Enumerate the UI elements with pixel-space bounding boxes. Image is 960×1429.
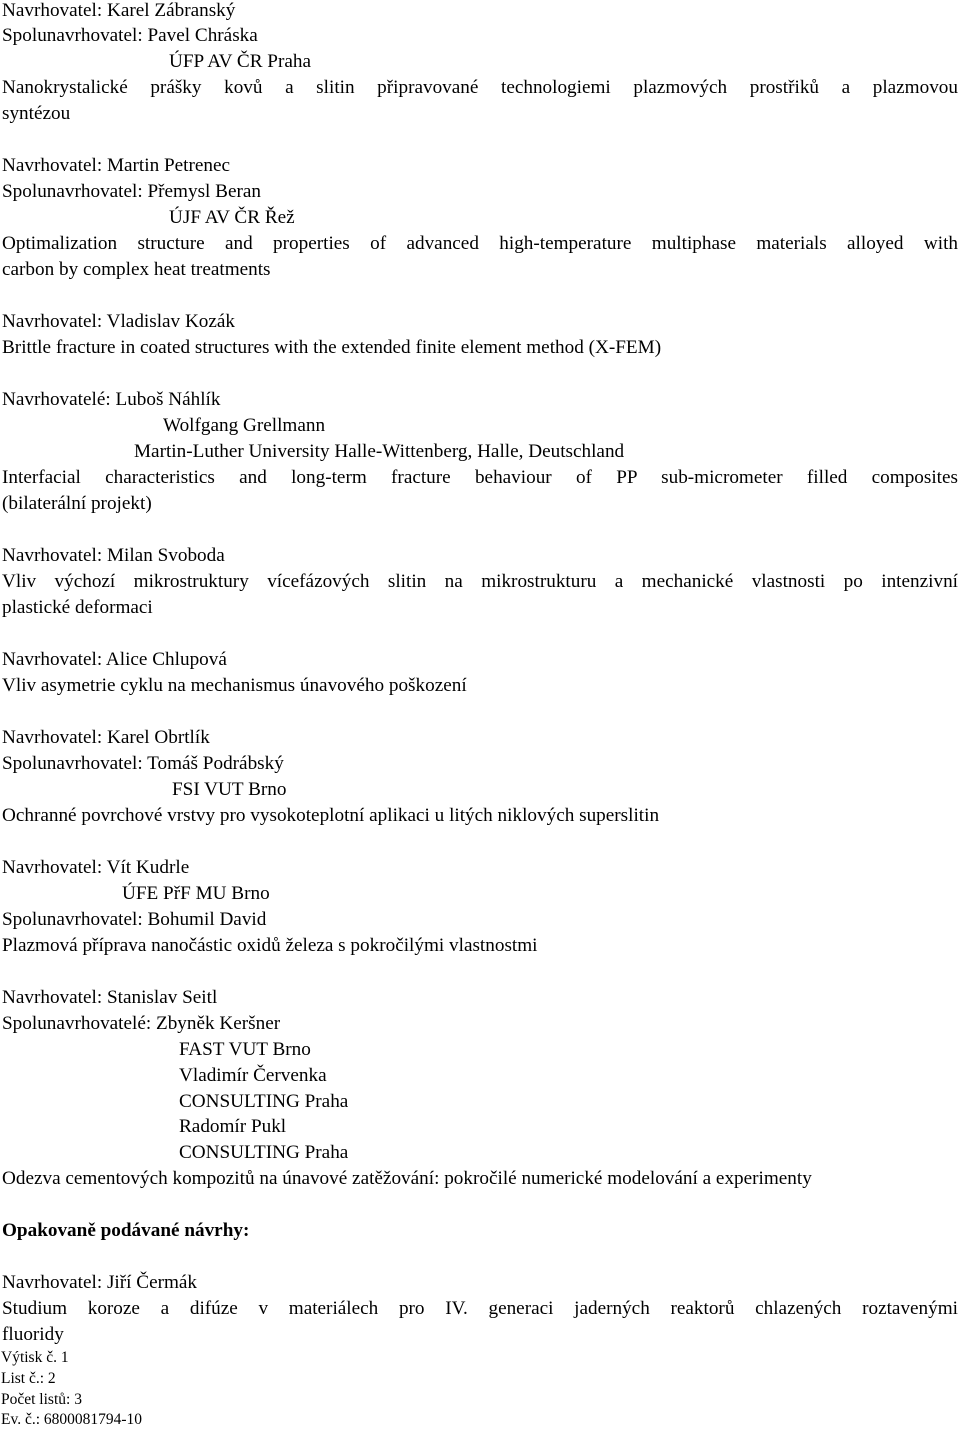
project-title-line: fluoridy xyxy=(2,1324,64,1345)
institution-line: CONSULTING Praha xyxy=(179,1142,349,1163)
project-title-line: Ochranné povrchové vrstvy pro vysokoteplotní aplikaci u litých niklových superslitin xyxy=(2,805,660,826)
project-title-line: syntézou xyxy=(2,103,71,124)
institution-line: Martin-Luther University Halle-Wittenberg, Halle, Deutschland xyxy=(134,441,625,462)
co-proposer-line: Spolunavrhovatelé: Zbyněk Keršner xyxy=(2,1013,281,1034)
project-title-line: plastické deformaci xyxy=(2,597,153,618)
section-heading: Opakovaně podávané návrhy: xyxy=(2,1220,250,1241)
project-title-line: Nanokrystalické prášky kovů a slitin připravované technologiemi plazmových prostřiků a plazmovou xyxy=(2,77,958,98)
project-title-line: Vliv asymetrie cyklu na mechanismus únavového poškození xyxy=(2,675,467,696)
project-title-line: Vliv výchozí mikrostruktury vícefázových slitin na mikrostrukturu a mechanické vlastnosti po intenzivní xyxy=(2,571,958,592)
proposer-line: Navrhovatel: Vladislav Kozák xyxy=(2,311,236,332)
project-title-line: (bilaterální projekt) xyxy=(2,493,152,514)
co-proposer-line: Wolfgang Grellmann xyxy=(163,415,326,436)
proposer-line: Navrhovatel: Martin Petrenec xyxy=(2,155,231,176)
footer-record-number: Ev. č.: 6800081794-10 xyxy=(1,1411,143,1428)
co-proposer-line: Spolunavrhovatel: Tomáš Podrábský xyxy=(2,753,284,774)
project-title-line: carbon by complex heat treatments xyxy=(2,259,271,280)
proposer-line: Navrhovatel: Jiří Čermák xyxy=(2,1272,198,1293)
project-title-line: Optimalization structure and properties of advanced high-temperature multiphase materials alloyed with xyxy=(2,233,958,254)
proposer-line: Navrhovatelé: Luboš Náhlík xyxy=(2,389,221,410)
project-title-line: Odezva cementových kompozitů na únavové zatěžování: pokročilé numerické modelování a experimenty xyxy=(2,1168,812,1189)
co-proposer-line: Spolunavrhovatel: Pavel Chráska xyxy=(2,25,258,46)
co-proposer-line: Spolunavrhovatel: Přemysl Beran xyxy=(2,181,261,202)
project-title-line: Brittle fracture in coated structures with the extended finite element method (X-FEM) xyxy=(2,337,662,358)
footer-copy-number: Výtisk č. 1 xyxy=(1,1349,69,1366)
co-proposer-line: Radomír Pukl xyxy=(179,1116,287,1137)
project-title-line: Plazmová příprava nanočástic oxidů železa s pokročilými vlastnostmi xyxy=(2,935,538,956)
project-title-line: Studium koroze a difúze v materiálech pro IV. generaci jaderných reaktorů chlazených roztavenými xyxy=(2,1298,958,1319)
institution-line: FAST VUT Brno xyxy=(179,1039,311,1060)
proposer-line: Navrhovatel: Karel Obrtlík xyxy=(2,727,210,748)
institution-line: ÚFP AV ČR Praha xyxy=(169,51,311,72)
proposer-line: Navrhovatel: Vít Kudrle xyxy=(2,857,190,878)
co-proposer-line: Vladimír Červenka xyxy=(179,1065,327,1086)
institution-line: ÚFE PřF MU Brno xyxy=(122,883,270,904)
footer-sheet-number: List č.: 2 xyxy=(1,1370,56,1387)
footer-sheet-count: Počet listů: 3 xyxy=(1,1391,82,1408)
co-proposer-line: Spolunavrhovatel: Bohumil David xyxy=(2,909,267,930)
proposer-line: Navrhovatel: Milan Svoboda xyxy=(2,545,225,566)
proposer-line: Navrhovatel: Karel Zábranský xyxy=(2,0,236,21)
project-title-line: Interfacial characteristics and long-term fracture behaviour of PP sub-micrometer filled composites xyxy=(2,467,958,488)
institution-line: CONSULTING Praha xyxy=(179,1091,349,1112)
proposer-line: Navrhovatel: Alice Chlupová xyxy=(2,649,227,670)
institution-line: ÚJF AV ČR Řež xyxy=(169,207,295,228)
proposer-line: Navrhovatel: Stanislav Seitl xyxy=(2,987,218,1008)
institution-line: FSI VUT Brno xyxy=(172,779,287,800)
